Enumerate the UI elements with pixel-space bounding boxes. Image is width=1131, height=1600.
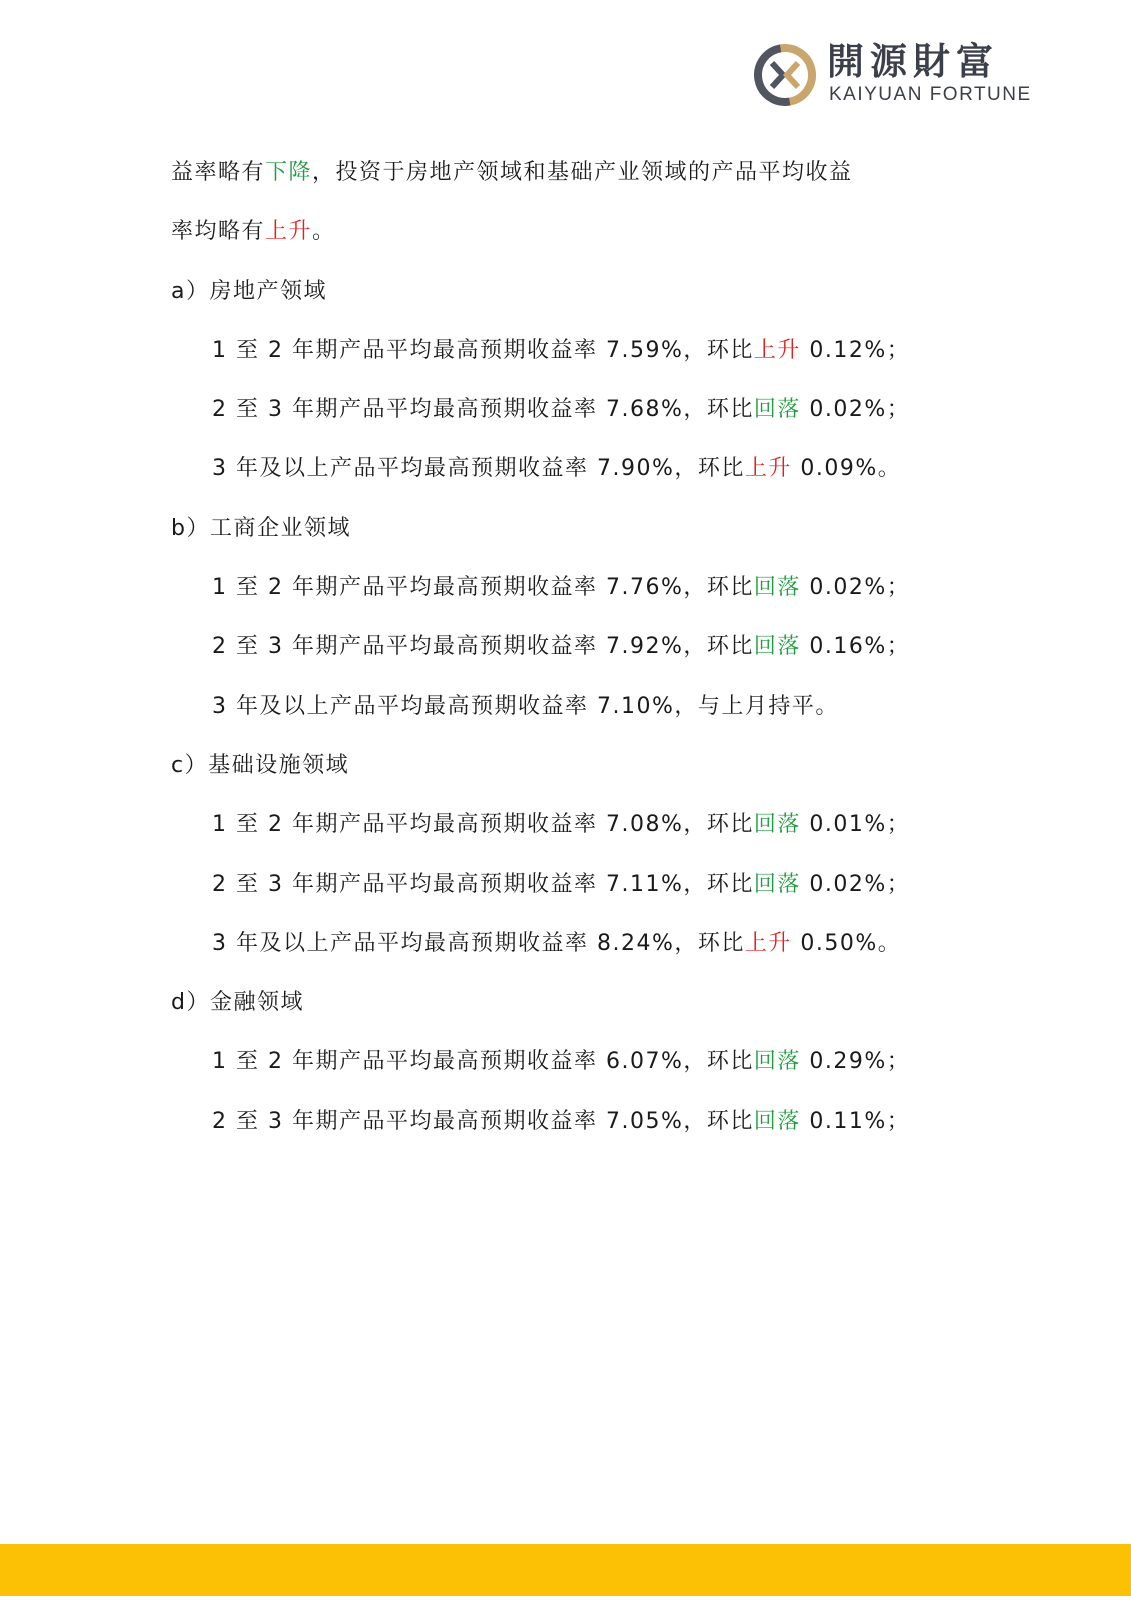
yield-text: 3 年及以上产品平均最高预期收益率 7.90%，环比 <box>212 456 745 482</box>
trend-up-label: 上升 <box>753 337 801 363</box>
trend-down-label: 回落 <box>753 812 801 838</box>
yield-change: 0.09%。 <box>791 456 902 482</box>
yield-text: 2 至 3 年期产品平均最高预期收益率 7.05%，环比 <box>212 1108 754 1134</box>
logo-english-name: KAIYUAN FORTUNE <box>829 84 1032 105</box>
trend-down-label: 下降 <box>265 160 313 185</box>
yield-item <box>171 558 971 617</box>
yield-change: 0.12%； <box>800 337 911 363</box>
trend-down-label: 回落 <box>753 1049 801 1075</box>
yield-item <box>171 617 971 676</box>
intro-line-2 <box>171 202 971 261</box>
yield-change: 0.02%； <box>800 871 911 897</box>
trend-down-label: 回落 <box>753 575 801 601</box>
footer-bar <box>0 1544 1131 1596</box>
yield-text: 1 至 2 年期产品平均最高预期收益率 7.08%，环比 <box>212 812 754 838</box>
trend-up-label: 上升 <box>744 930 792 956</box>
trend-down-label: 回落 <box>753 871 801 897</box>
yield-item <box>171 855 971 914</box>
yield-text: 3 年及以上产品平均最高预期收益率 7.10%，与上月持平。 <box>212 693 839 719</box>
yield-text: 1 至 2 年期产品平均最高预期收益率 6.07%，环比 <box>212 1049 754 1075</box>
trend-down-label: 回落 <box>753 1108 801 1134</box>
trend-down-label: 回落 <box>753 634 801 660</box>
kaiyuan-logo-icon <box>752 42 818 108</box>
intro-line-1 <box>171 143 971 202</box>
yield-item <box>171 1032 971 1091</box>
yield-change: 0.29%； <box>800 1049 911 1075</box>
yield-item <box>171 914 971 973</box>
section-heading: d）金融领域 <box>171 990 304 1016</box>
yield-change: 0.02%； <box>800 575 911 601</box>
yield-text: 1 至 2 年期产品平均最高预期收益率 7.76%，环比 <box>212 575 754 601</box>
yield-text: 2 至 3 年期产品平均最高预期收益率 7.92%，环比 <box>212 634 754 660</box>
section-heading: b）工商企业领域 <box>171 515 351 541</box>
intro-text: ，投资于房地产领域和基础产业领域的产品平均收益 <box>312 160 853 185</box>
section-heading: c）基础设施领域 <box>171 752 350 778</box>
yield-item <box>171 321 971 380</box>
yield-text: 1 至 2 年期产品平均最高预期收益率 7.59%，环比 <box>212 337 754 363</box>
yield-item <box>171 380 971 439</box>
yield-text: 2 至 3 年期产品平均最高预期收益率 7.11%，环比 <box>212 871 754 897</box>
yield-item <box>171 795 971 854</box>
yield-text: 3 年及以上产品平均最高预期收益率 8.24%，环比 <box>212 930 745 956</box>
intro-text: 益率略有 <box>171 160 266 185</box>
yield-change: 0.02%； <box>800 397 911 423</box>
report-body <box>171 143 971 1151</box>
intro-text: 率均略有 <box>171 219 266 245</box>
yield-change: 0.11%； <box>800 1108 911 1134</box>
yield-text: 2 至 3 年期产品平均最高预期收益率 7.68%，环比 <box>212 397 754 423</box>
yield-change: 0.01%； <box>800 812 911 838</box>
intro-text: 。 <box>312 219 336 245</box>
trend-up-label: 上升 <box>265 219 313 245</box>
trend-down-label: 回落 <box>753 397 801 423</box>
logo-chinese-name: 開源財富 <box>827 40 999 83</box>
yield-change: 0.50%。 <box>791 930 902 956</box>
trend-up-label: 上升 <box>744 456 792 482</box>
yield-item <box>171 439 971 498</box>
yield-item <box>171 677 971 736</box>
yield-item <box>171 1092 971 1151</box>
yield-change: 0.16%； <box>800 634 911 660</box>
company-logo <box>752 40 1042 110</box>
section-heading: a）房地产领域 <box>171 278 327 304</box>
